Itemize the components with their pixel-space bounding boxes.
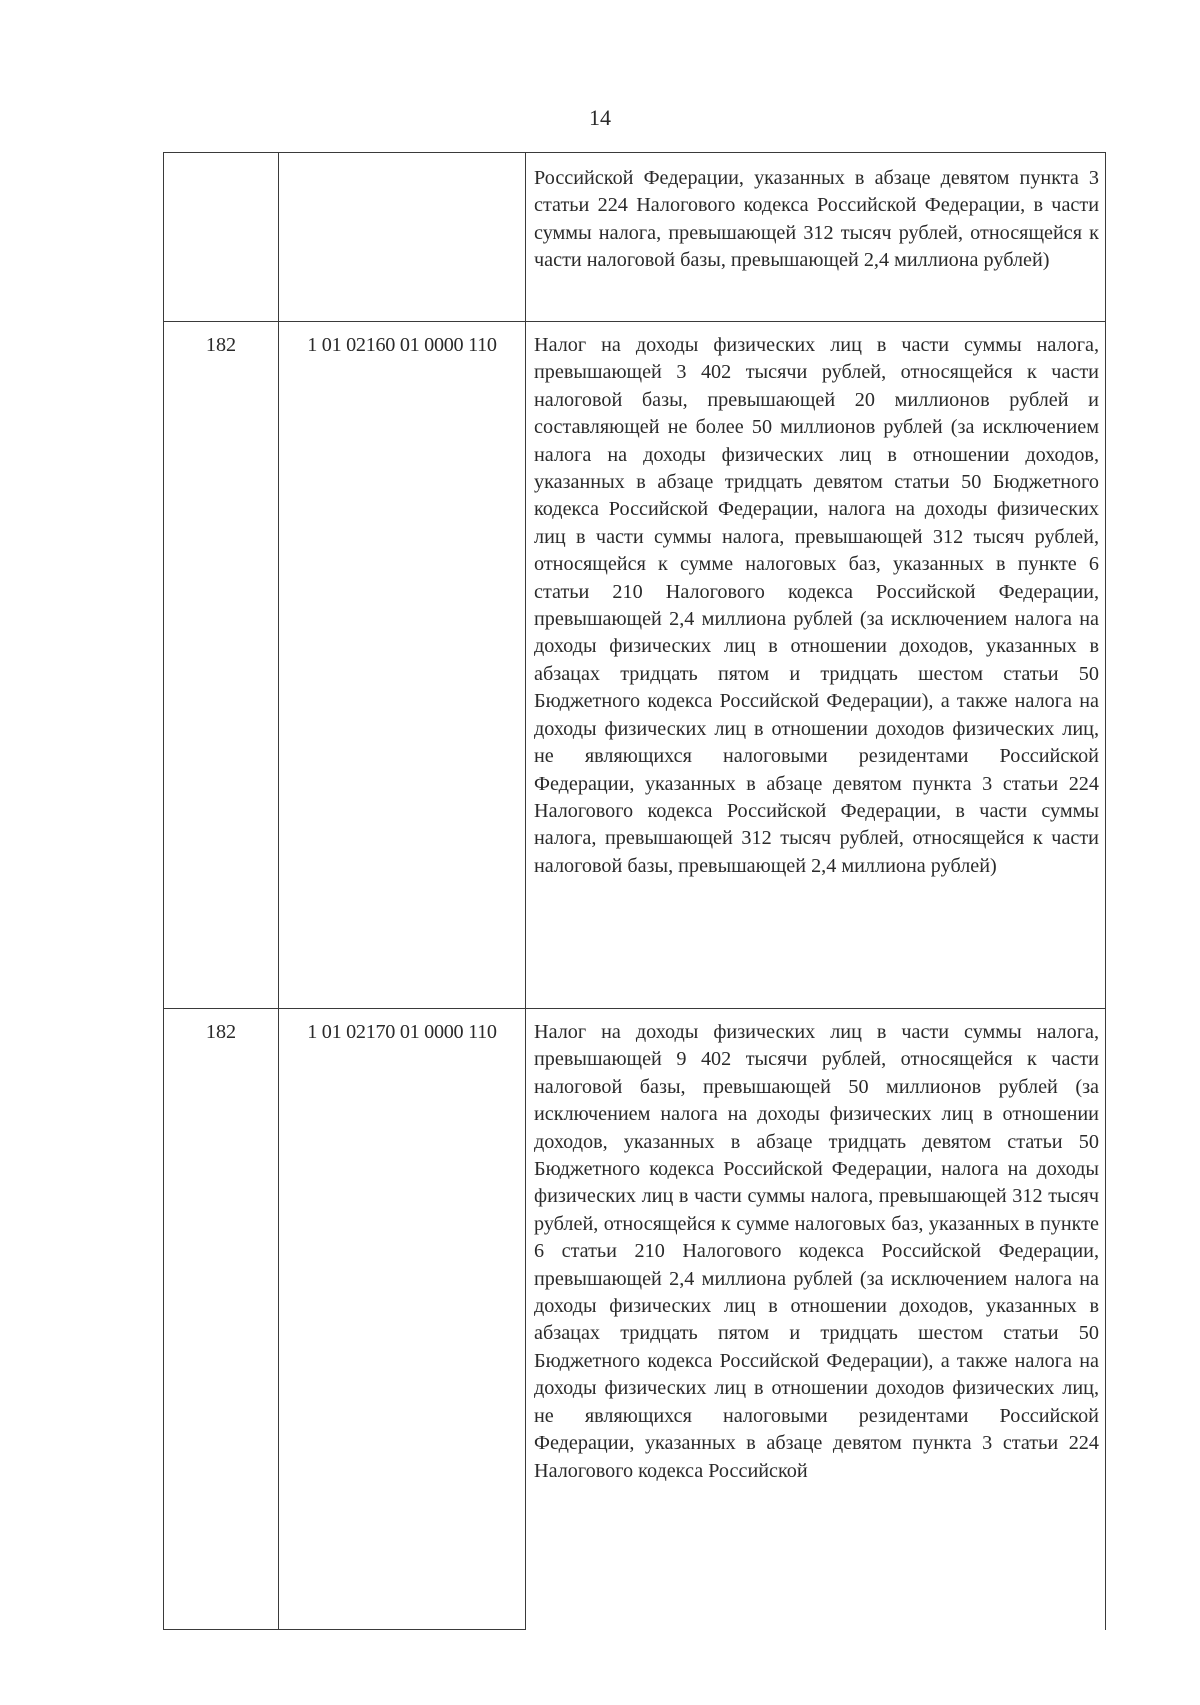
kbk-code-cell: 1 01 02170 01 0000 110	[279, 1009, 526, 1630]
table-row	[164, 1009, 1106, 1630]
table-row	[164, 322, 1106, 1009]
admin-code-cell: 182	[164, 322, 279, 1009]
description-cell: Налог на доходы физических лиц в части суммы налога, превышающей 9 402 тысячи рублей, относящейся к части налоговой базы, превышающей 50 миллионов рублей (за исключением налога на доходы физических лиц в отношении доходов, указанных в абзаце тридцать девятом статьи 50 Бюджетного кодекса Российской Федерации, налога на доходы физических лиц в части суммы налога, превышающей 312 тысяч рублей, относящейся к сумме налоговых баз, указанных в пункте 6 статьи 210 Налогового кодекса Российской Федерации, превышающей 2,4 миллиона рублей (за исключением налога на доходы физических лиц в отношении доходов, указанных в абзацах тридцать пятом и тридцать шестом статьи 50 Бюджетного кодекса Российской Федерации), а также налога на доходы физических лиц в отношении доходов физических лиц, не являющихся налоговыми резидентами Российской Федерации, указанных в абзаце девятом пункта 3 статьи 224 Налогового кодекса Российской	[526, 1009, 1106, 1630]
description-cell: Налог на доходы физических лиц в части суммы налога, превышающей 3 402 тысячи рублей, относящейся к части налоговой базы, превышающей 20 миллионов рублей и составляющей не более 50 миллионов рублей (за исключением налога на доходы физических лиц в отношении доходов, указанных в абзаце тридцать девятом статьи 50 Бюджетного кодекса Российской Федерации, налога на доходы физических лиц в части суммы налога, превышающей 312 тысяч рублей, относящейся к сумме налоговых баз, указанных в пункте 6 статьи 210 Налогового кодекса Российской Федерации, превышающей 2,4 миллиона рублей (за исключением налога на доходы физических лиц в отношении доходов, указанных в абзацах тридцать пятом и тридцать шестом статьи 50 Бюджетного кодекса Российской Федерации), а также налога на доходы физических лиц в отношении доходов физических лиц, не являющихся налоговыми резидентами Российской Федерации, указанных в абзаце девятом пункта 3 статьи 224 Налогового кодекса Российской Федерации, в части суммы налога, превышающей 312 тысяч рублей, относящейся к части налоговой базы, превышающей 2,4 миллиона рублей)	[526, 322, 1106, 1009]
page-number: 14	[589, 105, 611, 130]
admin-code-cell: 182	[164, 1009, 279, 1630]
budget-classification-table	[163, 152, 1106, 1630]
kbk-code-cell	[279, 153, 526, 322]
admin-code-cell	[164, 153, 279, 322]
kbk-code-cell: 1 01 02160 01 0000 110	[279, 322, 526, 1009]
table-row	[164, 153, 1106, 322]
description-cell: Российской Федерации, указанных в абзаце девятом пункта 3 статьи 224 Налогового кодекса Российской Федерации, в части суммы налога, превышающей 312 тысяч рублей, относящейся к части налоговой базы, превышающей 2,4 миллиона рублей)	[526, 153, 1106, 322]
